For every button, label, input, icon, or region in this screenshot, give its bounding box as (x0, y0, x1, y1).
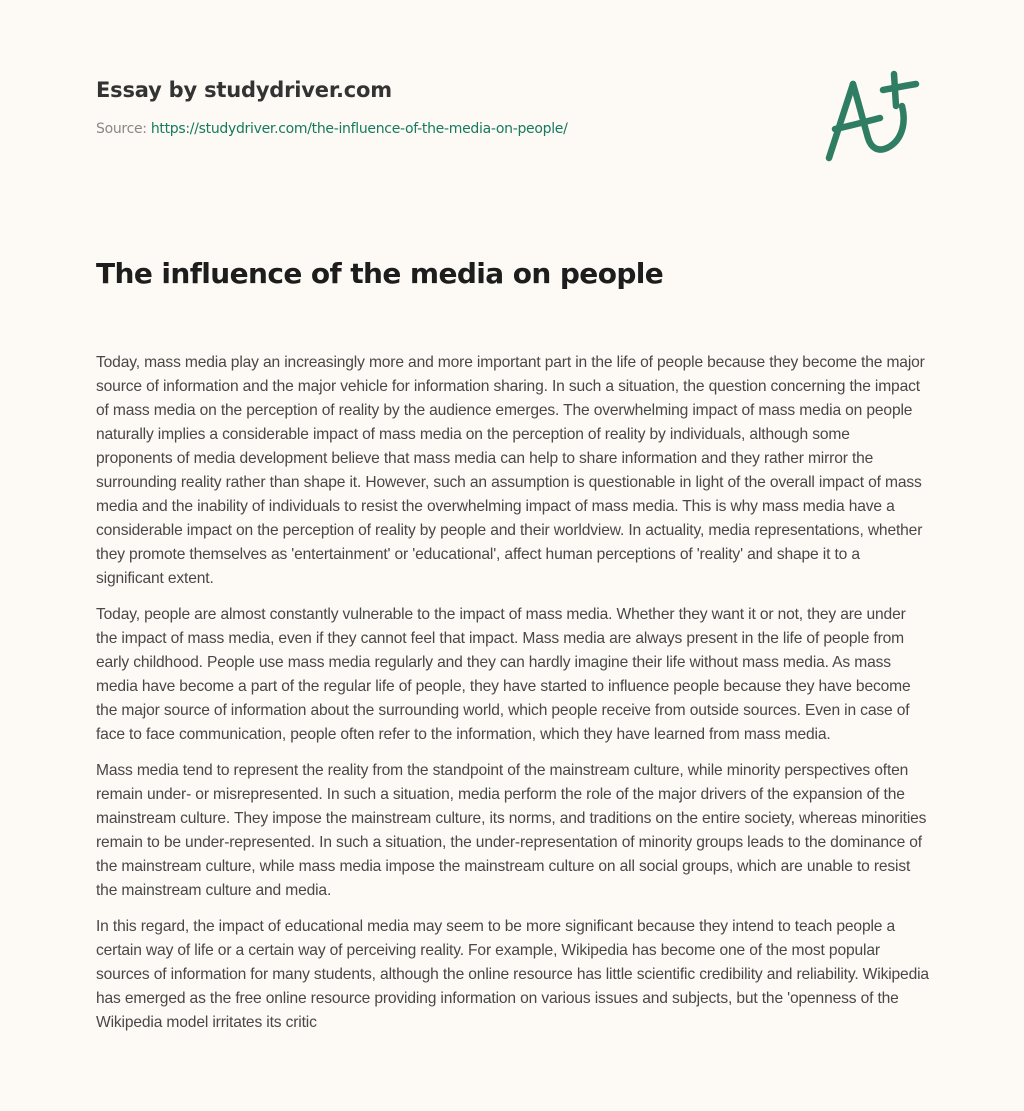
source-label: Source: (96, 121, 147, 137)
source-line (96, 119, 796, 139)
essay-title: The influence of the media on people (96, 257, 664, 290)
essay-paragraph: Today, people are almost constantly vulnerable to the impact of mass media. Whether they want it or not, they are under the impact of mass media, even if they cannot feel that impact. Mass media are always present in the life of people from early childhood. People use mass media regularly and they can hardly imagine their life without mass media. As mass media have become a part of the regular life of people, they have started to influence people because they have become the major source of information about the surrounding world, which people receive from outside sources. Even in case of face to face communication, people often refer to the information, which they have learned from mass media. (96, 606, 911, 743)
essay-paragraph: Mass media tend to represent the reality from the standpoint of the mainstream culture, while minority perspectives often remain under- or misrepresented. In such a situation, media perform the role of the major drivers of the expansion of the mainstream culture. They impose the mainstream culture, its norms, and traditions on the entire society, whereas minorities remain to be under-represented. In such a situation, the under-representation of minority groups leads to the dominance of the mainstream culture, while mass media impose the mainstream culture on all social groups, which are unable to resist the mainstream culture and media. (96, 762, 927, 899)
essay-paragraph: In this regard, the impact of educational media may seem to be more significant because they intend to teach people a certain way of life or a certain way of perceiving reality. For example, Wikipedia has become one of the most popular sources of information for many students, although the online resource has little scientific credibility and reliability. Wikipedia has emerged as the free online resource providing information on various issues and subjects, but the 'openness of the Wikipedia model irritates its critic (96, 918, 929, 1031)
site-title: Essay by studydriver.com (96, 78, 392, 102)
page-header (96, 74, 796, 139)
essay-body (96, 351, 930, 1047)
essay-paragraph: Today, mass media play an increasingly more and more important part in the life of people because they become the major source of information and the major vehicle for information sharing. In such a situation, the question concerning the impact of mass media on the perception of reality by the audience emerges. The overwhelming impact of mass media on people naturally implies a considerable impact of mass media on the perception of reality by individuals, although some proponents of media development believe that mass media can help to share information and they rather mirror the surrounding reality rather than shape it. However, such an assumption is questionable in light of the overall impact of mass media and the inability of individuals to resist the overwhelming impact of mass media. This is why mass media have a considerable impact on the perception of reality by people and their worldview. In actuality, media representations, whether they promote themselves as 'entertainment' or 'educational', affect human perceptions of 'reality' and shape it to a significant extent. (96, 354, 925, 587)
a-plus-grade-icon (822, 66, 932, 166)
source-link[interactable]: https://studydriver.com/the-influence-of-the-media-on-people/ (150, 121, 568, 137)
